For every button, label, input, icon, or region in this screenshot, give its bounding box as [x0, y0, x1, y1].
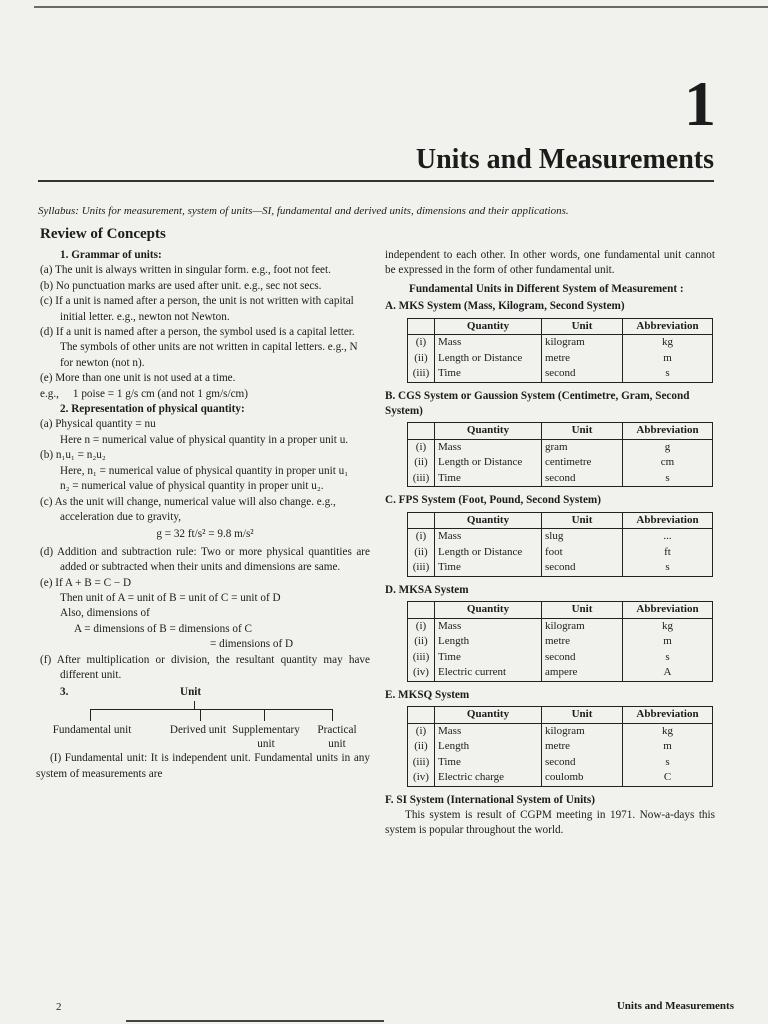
table-cell: ... [623, 529, 713, 545]
table-cell: Mass [435, 723, 542, 739]
table-cell: Mass [435, 439, 542, 455]
table-cell: kilogram [542, 723, 623, 739]
table-cell: s [623, 560, 713, 576]
table-header-cell: Abbreviation [623, 423, 713, 440]
table-cell: (iv) [408, 770, 435, 786]
tree-leaf-supplementary: Supplementary unit [232, 724, 300, 751]
gravity-equation: g = 32 ft/s² = 9.8 m/s² [156, 528, 254, 541]
table-cell: (iii) [408, 755, 435, 771]
table-cell: metre [542, 739, 623, 755]
table-header-row [408, 602, 713, 619]
header-blank [408, 602, 435, 619]
table-row [408, 366, 713, 382]
footer-rule [126, 1020, 384, 1022]
table-row [408, 755, 713, 771]
table-header-cell: Quantity [435, 707, 542, 724]
rep-b: (b) n₁u₁ = n₂u₂ [40, 449, 106, 462]
table-cell: (i) [408, 439, 435, 455]
table-cell: (iii) [408, 650, 435, 666]
table-row [408, 618, 713, 634]
table-cell: Length [435, 634, 542, 650]
table-cell: kg [623, 618, 713, 634]
title-rule [38, 180, 714, 182]
table-cell: (i) [408, 529, 435, 545]
header-blank [408, 423, 435, 440]
dimension-equation-2: = dimensions of D [210, 638, 294, 651]
table-header-row [408, 707, 713, 724]
running-footer-title: Units and Measurements [616, 1000, 734, 1012]
table-cell: second [542, 560, 623, 576]
grammar-a: (a) The unit is always written in singular form. e.g., foot not feet. [40, 264, 331, 277]
table-header-cell: Unit [542, 707, 623, 724]
tree-branch-1 [90, 709, 91, 721]
tree-stem [194, 701, 195, 709]
table-header-cell: Quantity [435, 512, 542, 529]
example-poise: e.g., 1 poise = 1 g/s cm (and not 1 gm/s/cm) [40, 387, 248, 400]
grammar-d: (d) If a unit is named after a person, the symbol used is a capital letter. The symbols of other units are not written in capital letters. e.g., N for newton (not n). [40, 326, 358, 369]
table-row [408, 739, 713, 755]
syllabus-line: Syllabus: Units for measurement, system of units—SI, fundamental and derived units, dimensions and their applications. [38, 205, 569, 217]
table-row [408, 770, 713, 786]
tree-leaf-fundamental: Fundamental unit [52, 724, 132, 737]
table-row [408, 351, 713, 367]
systems-list [385, 299, 715, 786]
tree-leaf-practical: Practical unit [317, 724, 357, 751]
table-row [408, 439, 713, 455]
table-cell: second [542, 650, 623, 666]
table-cell: (ii) [408, 455, 435, 471]
header-blank [408, 512, 435, 529]
table-header-cell: Unit [542, 318, 623, 335]
table-cell: kg [623, 723, 713, 739]
table-cell: second [542, 366, 623, 382]
rep-b-here1: Here, n₁ = numerical value of physical quantity in proper unit u₁ [60, 464, 349, 477]
chapter-number: 1 [684, 68, 716, 139]
fundamental-units-heading: Fundamental Units in Different System of Measurement : [409, 282, 684, 295]
table-cell: (iii) [408, 560, 435, 576]
rep-b-here2: n₂ = numerical value of physical quantity in proper unit u₂. [60, 480, 324, 493]
chapter-title: Units and Measurements [415, 144, 714, 175]
table-row [408, 723, 713, 739]
system-heading: D. MKSA System [385, 583, 469, 596]
system-heading: A. MKS System (Mass, Kilogram, Second System) [385, 300, 625, 313]
header-blank [408, 707, 435, 724]
system-table [407, 422, 713, 487]
grammar-heading: 1. Grammar of units: [60, 249, 162, 261]
table-cell: (iii) [408, 471, 435, 487]
table-cell: foot [542, 545, 623, 561]
rep-e: (e) If A + B = C − D [40, 576, 132, 589]
table-cell: s [623, 471, 713, 487]
table-cell: kg [623, 335, 713, 351]
table-header-row [408, 423, 713, 440]
table-cell: Electric current [435, 665, 542, 681]
review-heading: Review of Concepts [40, 226, 166, 242]
continued-paragraph: independent to each other. In other words, one fundamental unit cannot be expressed in the form of other fundamental unit. [385, 249, 715, 277]
table-cell: (ii) [408, 351, 435, 367]
table-cell: ft [623, 545, 713, 561]
table-header-cell: Unit [542, 512, 623, 529]
table-row [408, 650, 713, 666]
table-cell: g [623, 439, 713, 455]
rep-e-then: Then unit of A = unit of B = unit of C = unit of D [60, 591, 281, 604]
system-table [407, 512, 713, 577]
unit-classification-diagram [40, 685, 370, 751]
table-cell: kilogram [542, 618, 623, 634]
rep-a: (a) Physical quantity = nu [40, 418, 156, 431]
table-header-cell: Quantity [435, 318, 542, 335]
table-row [408, 634, 713, 650]
system-table [407, 318, 713, 383]
table-cell: Time [435, 755, 542, 771]
representation-heading: 2. Representation of physical quantity: [60, 403, 245, 416]
tree-root-label: Unit [180, 686, 202, 699]
table-cell: A [623, 665, 713, 681]
table-cell: metre [542, 634, 623, 650]
table-cell: centimetre [542, 455, 623, 471]
table-header-row [408, 512, 713, 529]
table-row [408, 335, 713, 351]
rep-c: (c) As the unit will change, numerical value will also change. e.g., acceleration due to gravity, [40, 495, 336, 523]
tree-leaf-derived: Derived unit [169, 724, 227, 737]
table-cell: second [542, 755, 623, 771]
table-cell: Length or Distance [435, 545, 542, 561]
top-rule [34, 6, 768, 8]
system-heading: E. MKSQ System [385, 688, 470, 701]
table-cell: s [623, 650, 713, 666]
right-column [385, 248, 715, 839]
tree-branch-2 [200, 709, 201, 721]
table-cell: kilogram [542, 335, 623, 351]
system-table [407, 601, 713, 682]
table-cell: (ii) [408, 545, 435, 561]
table-row [408, 545, 713, 561]
table-cell: Time [435, 650, 542, 666]
tree-bar [90, 709, 332, 710]
table-cell: Time [435, 560, 542, 576]
table-cell: cm [623, 455, 713, 471]
rep-e-also: Also, dimensions of [60, 607, 150, 620]
system-heading: B. CGS System or Gaussion System (Centimetre, Gram, Second System) [385, 389, 690, 418]
table-cell: (iii) [408, 366, 435, 382]
table-cell: slug [542, 529, 623, 545]
table-cell: (iv) [408, 665, 435, 681]
grammar-b: (b) No punctuation marks are used after unit. e.g., sec not secs. [40, 279, 322, 292]
table-row [408, 455, 713, 471]
table-cell: Electric charge [435, 770, 542, 786]
table-cell: Length [435, 739, 542, 755]
table-header-cell: Abbreviation [623, 512, 713, 529]
table-header-cell: Abbreviation [623, 318, 713, 335]
table-cell: s [623, 755, 713, 771]
tree-branch-4 [332, 709, 333, 721]
table-cell: ampere [542, 665, 623, 681]
table-cell: m [623, 351, 713, 367]
table-header-cell: Unit [542, 423, 623, 440]
header-blank [408, 318, 435, 335]
si-heading: F. SI System (International System of Units) [385, 793, 595, 806]
table-cell: Mass [435, 618, 542, 634]
table-cell: m [623, 634, 713, 650]
table-cell: (ii) [408, 739, 435, 755]
dimension-equation-1: A = dimensions of B = dimensions of C [74, 622, 252, 635]
tree-branch-3 [264, 709, 265, 721]
table-cell: Length or Distance [435, 351, 542, 367]
item-3-number: 3. [60, 686, 69, 699]
table-header-cell: Quantity [435, 423, 542, 440]
table-row [408, 665, 713, 681]
table-cell: m [623, 739, 713, 755]
table-header-row [408, 318, 713, 335]
table-row [408, 529, 713, 545]
table-cell: C [623, 770, 713, 786]
table-cell: gram [542, 439, 623, 455]
table-header-cell: Abbreviation [623, 707, 713, 724]
rep-d: (d) Addition and subtraction rule: Two or more physical quantities are added or subtracted when their units and dimensions are same. [40, 545, 370, 574]
table-cell: second [542, 471, 623, 487]
table-header-cell: Unit [542, 602, 623, 619]
rep-a-here: Here n = numerical value of physical quantity in a proper unit u. [60, 433, 349, 446]
grammar-c: (c) If a unit is named after a person, the unit is not written with capital initial letter. e.g., newton not Newton. [40, 295, 354, 323]
table-cell: Length or Distance [435, 455, 542, 471]
table-row [408, 560, 713, 576]
system-table [407, 706, 713, 787]
system-heading: C. FPS System (Foot, Pound, Second System) [385, 494, 601, 507]
table-cell: Mass [435, 529, 542, 545]
table-cell: (ii) [408, 634, 435, 650]
table-header-cell: Abbreviation [623, 602, 713, 619]
table-header-cell: Quantity [435, 602, 542, 619]
fundamental-unit-paragraph: (I) Fundamental unit: It is independent unit. Fundamental units in any system of measurements are [36, 752, 370, 780]
table-cell: (i) [408, 723, 435, 739]
table-cell: Mass [435, 335, 542, 351]
left-column [36, 248, 370, 782]
table-cell: Time [435, 471, 542, 487]
table-row [408, 471, 713, 487]
si-paragraph: This system is result of CGPM meeting in 1971. Now-a-days this system is popular throughout the world. [385, 809, 715, 837]
table-cell: Time [435, 366, 542, 382]
table-cell: metre [542, 351, 623, 367]
table-cell: coulomb [542, 770, 623, 786]
table-cell: s [623, 366, 713, 382]
table-cell: (i) [408, 618, 435, 634]
table-cell: (i) [408, 335, 435, 351]
rep-f: (f) After multiplication or division, the resultant quantity may have different unit. [40, 653, 370, 681]
grammar-e: (e) More than one unit is not used at a time. [40, 372, 236, 385]
page-number: 2 [56, 1001, 62, 1013]
